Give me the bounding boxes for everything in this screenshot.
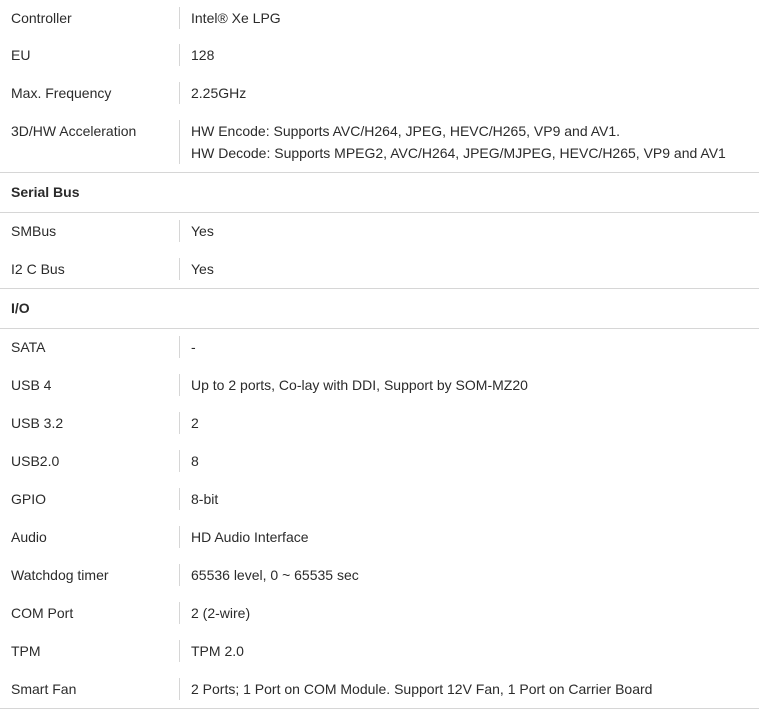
value-text: TPM 2.0 xyxy=(191,643,244,659)
label-text: SMBus xyxy=(11,223,57,239)
label-text: Audio xyxy=(11,529,47,545)
section-title: Serial Bus xyxy=(11,184,80,200)
row-value xyxy=(180,564,759,586)
table-row xyxy=(0,36,759,74)
table-row xyxy=(0,250,759,288)
label-text: SATA xyxy=(11,339,46,355)
label-text: USB 3.2 xyxy=(11,415,64,431)
value-text: Intel® Xe LPG xyxy=(191,10,281,26)
row-value xyxy=(180,640,759,662)
table-row xyxy=(0,594,759,632)
value-text: HD Audio Interface xyxy=(191,529,309,545)
row-label xyxy=(0,120,180,164)
table-row xyxy=(0,670,759,708)
label-text: Controller xyxy=(11,10,72,26)
table-row xyxy=(0,632,759,670)
value-text: 2 (2-wire) xyxy=(191,605,251,621)
row-value xyxy=(180,120,759,164)
row-label xyxy=(0,258,180,280)
row-label xyxy=(0,44,180,66)
table-row xyxy=(0,213,759,250)
table-row xyxy=(0,112,759,172)
row-label xyxy=(0,602,180,624)
row-value xyxy=(180,258,759,280)
row-value xyxy=(180,602,759,624)
row-label xyxy=(0,678,180,700)
label-text: USB2.0 xyxy=(11,453,60,469)
row-label xyxy=(0,640,180,662)
row-label xyxy=(0,336,180,358)
table-row xyxy=(0,480,759,518)
value-text: Yes xyxy=(191,261,214,277)
value-text: HW Encode: Supports AVC/H264, JPEG, HEVC/H265, VP9 and AV1. xyxy=(191,123,621,139)
value-text: 8 xyxy=(191,453,199,469)
label-text: I2 C Bus xyxy=(11,261,65,277)
table-row xyxy=(0,74,759,112)
table-row xyxy=(0,0,759,36)
row-label xyxy=(0,7,180,29)
value-text: 65536 level, 0 ~ 65535 sec xyxy=(191,567,359,583)
row-value xyxy=(180,526,759,548)
row-value xyxy=(180,336,759,358)
row-value xyxy=(180,450,759,472)
row-value xyxy=(180,7,759,29)
value-text: 128 xyxy=(191,47,215,63)
label-text: EU xyxy=(11,47,31,63)
value-text: - xyxy=(191,339,196,355)
serial-bus-group xyxy=(0,213,759,289)
value-text: 2 xyxy=(191,415,199,431)
label-text: USB 4 xyxy=(11,377,52,393)
value-text: Yes xyxy=(191,223,214,239)
row-label xyxy=(0,412,180,434)
row-label xyxy=(0,82,180,104)
row-value xyxy=(180,412,759,434)
row-value xyxy=(180,82,759,104)
table-row xyxy=(0,366,759,404)
section-header-serial-bus xyxy=(0,173,759,213)
table-row xyxy=(0,518,759,556)
section-title: I/O xyxy=(11,300,30,316)
row-value xyxy=(180,220,759,242)
table-row xyxy=(0,404,759,442)
value-text: HW Decode: Supports MPEG2, AVC/H264, JPEG/MJPEG, HEVC/H265, VP9 and AV1 xyxy=(191,145,726,161)
label-text: 3D/HW Acceleration xyxy=(11,123,137,139)
row-label xyxy=(0,450,180,472)
row-label xyxy=(0,220,180,242)
label-text: TPM xyxy=(11,643,41,659)
label-text: Smart Fan xyxy=(11,681,77,697)
table-row xyxy=(0,556,759,594)
table-row xyxy=(0,442,759,480)
label-text: Watchdog timer xyxy=(11,567,109,583)
label-text: GPIO xyxy=(11,491,47,507)
row-label xyxy=(0,526,180,548)
table-row xyxy=(0,329,759,366)
label-text: COM Port xyxy=(11,605,74,621)
value-text: 2.25GHz xyxy=(191,85,247,101)
row-value xyxy=(180,44,759,66)
row-value xyxy=(180,678,759,700)
io-group xyxy=(0,329,759,709)
value-text: 8-bit xyxy=(191,491,219,507)
value-text: Up to 2 ports, Co-lay with DDI, Support by SOM-MZ20 xyxy=(191,377,528,393)
row-label xyxy=(0,488,180,510)
graphics-group xyxy=(0,0,759,173)
row-label xyxy=(0,374,180,396)
row-label xyxy=(0,564,180,586)
row-value xyxy=(180,488,759,510)
value-text: 2 Ports; 1 Port on COM Module. Support 12V Fan, 1 Port on Carrier Board xyxy=(191,681,653,697)
row-value xyxy=(180,374,759,396)
label-text: Max. Frequency xyxy=(11,85,112,101)
section-header-io xyxy=(0,289,759,329)
